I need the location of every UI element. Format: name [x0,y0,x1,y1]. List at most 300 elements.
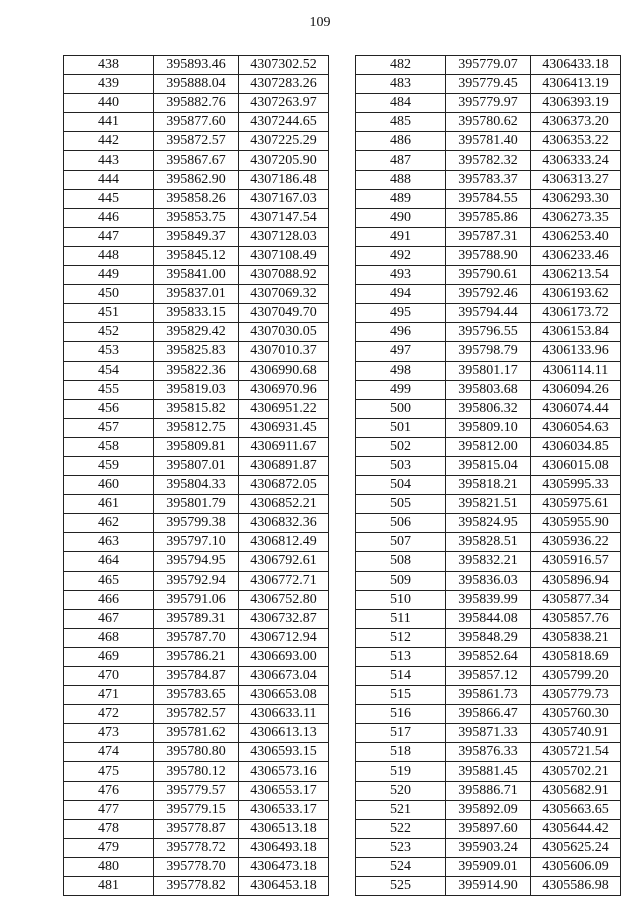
table-row [356,819,621,838]
table-row [64,285,329,304]
x-coordinate-cell: 395821.51 [446,495,531,514]
table-row [64,762,329,781]
x-coordinate-cell: 395825.83 [154,342,239,361]
x-coordinate-cell: 395780.62 [446,113,531,132]
table-row [64,361,329,380]
y-coordinate-cell: 4306493.18 [239,838,329,857]
table-row [64,208,329,227]
table-row [356,476,621,495]
table-row [64,170,329,189]
table-row [64,743,329,762]
y-coordinate-cell: 4305644.42 [531,819,621,838]
y-coordinate-cell: 4305936.22 [531,533,621,552]
x-coordinate-cell: 395785.86 [446,208,531,227]
y-coordinate-cell: 4307147.54 [239,208,329,227]
y-coordinate-cell: 4306653.08 [239,686,329,705]
point-number-cell: 465 [64,571,154,590]
point-number-cell: 507 [356,533,446,552]
table-row [64,304,329,323]
table-row [356,75,621,94]
x-coordinate-cell: 395779.07 [446,56,531,75]
point-number-cell: 448 [64,246,154,265]
table-row [356,132,621,151]
y-coordinate-cell: 4306573.16 [239,762,329,781]
table-row [64,266,329,285]
point-number-cell: 485 [356,113,446,132]
y-coordinate-cell: 4305740.91 [531,724,621,743]
table-row [356,533,621,552]
y-coordinate-cell: 4306373.20 [531,113,621,132]
x-coordinate-cell: 395801.79 [154,495,239,514]
x-coordinate-cell: 395824.95 [446,514,531,533]
table-row [64,227,329,246]
y-coordinate-cell: 4306173.72 [531,304,621,323]
table-row [356,724,621,743]
y-coordinate-cell: 4306034.85 [531,437,621,456]
point-number-cell: 481 [64,877,154,896]
point-number-cell: 501 [356,418,446,437]
point-number-cell: 498 [356,361,446,380]
y-coordinate-cell: 4307225.29 [239,132,329,151]
table-row [356,456,621,475]
x-coordinate-cell: 395815.82 [154,399,239,418]
point-number-cell: 525 [356,877,446,896]
point-number-cell: 499 [356,380,446,399]
y-coordinate-cell: 4307108.49 [239,246,329,265]
point-number-cell: 449 [64,266,154,285]
x-coordinate-cell: 395897.60 [446,819,531,838]
y-coordinate-cell: 4305760.30 [531,705,621,724]
y-coordinate-cell: 4306453.18 [239,877,329,896]
point-number-cell: 524 [356,857,446,876]
point-number-cell: 521 [356,800,446,819]
table-row [356,667,621,686]
table-row [356,399,621,418]
y-coordinate-cell: 4307205.90 [239,151,329,170]
point-number-cell: 458 [64,437,154,456]
table-row [64,571,329,590]
x-coordinate-cell: 395818.21 [446,476,531,495]
x-coordinate-cell: 395781.62 [154,724,239,743]
point-number-cell: 447 [64,227,154,246]
point-number-cell: 480 [64,857,154,876]
x-coordinate-cell: 395877.60 [154,113,239,132]
table-row [356,189,621,208]
x-coordinate-cell: 395779.45 [446,75,531,94]
point-number-cell: 515 [356,686,446,705]
table-row [64,437,329,456]
point-number-cell: 467 [64,609,154,628]
x-coordinate-cell: 395782.32 [446,151,531,170]
table-row [356,170,621,189]
x-coordinate-cell: 395799.38 [154,514,239,533]
x-coordinate-cell: 395783.37 [446,170,531,189]
point-number-cell: 478 [64,819,154,838]
table-row [64,800,329,819]
table-row [64,189,329,208]
point-number-cell: 444 [64,170,154,189]
y-coordinate-cell: 4307030.05 [239,323,329,342]
y-coordinate-cell: 4306593.15 [239,743,329,762]
y-coordinate-cell: 4307069.32 [239,285,329,304]
point-number-cell: 513 [356,647,446,666]
point-number-cell: 445 [64,189,154,208]
x-coordinate-cell: 395812.75 [154,418,239,437]
table-row [64,781,329,800]
x-coordinate-cell: 395828.51 [446,533,531,552]
point-number-cell: 486 [356,132,446,151]
x-coordinate-cell: 395822.36 [154,361,239,380]
x-coordinate-cell: 395867.67 [154,151,239,170]
table-row [64,705,329,724]
x-coordinate-cell: 395815.04 [446,456,531,475]
point-number-cell: 489 [356,189,446,208]
y-coordinate-cell: 4305955.90 [531,514,621,533]
x-coordinate-cell: 395871.33 [446,724,531,743]
point-number-cell: 510 [356,590,446,609]
y-coordinate-cell: 4306613.13 [239,724,329,743]
y-coordinate-cell: 4306673.04 [239,667,329,686]
table-row [356,857,621,876]
table-row [64,609,329,628]
x-coordinate-cell: 395861.73 [446,686,531,705]
x-coordinate-cell: 395786.21 [154,647,239,666]
x-coordinate-cell: 395779.57 [154,781,239,800]
point-number-cell: 476 [64,781,154,800]
point-number-cell: 442 [64,132,154,151]
point-number-cell: 469 [64,647,154,666]
y-coordinate-cell: 4305877.34 [531,590,621,609]
y-coordinate-cell: 4307302.52 [239,56,329,75]
table-row [356,590,621,609]
y-coordinate-cell: 4305916.57 [531,552,621,571]
point-number-cell: 482 [356,56,446,75]
table-row [356,609,621,628]
y-coordinate-cell: 4306990.68 [239,361,329,380]
x-coordinate-cell: 395866.47 [446,705,531,724]
x-coordinate-cell: 395836.03 [446,571,531,590]
y-coordinate-cell: 4305625.24 [531,838,621,857]
point-number-cell: 491 [356,227,446,246]
point-number-cell: 483 [356,75,446,94]
x-coordinate-cell: 395779.15 [154,800,239,819]
point-number-cell: 494 [356,285,446,304]
x-coordinate-cell: 395778.70 [154,857,239,876]
x-coordinate-cell: 395809.81 [154,437,239,456]
y-coordinate-cell: 4306852.21 [239,495,329,514]
x-coordinate-cell: 395778.72 [154,838,239,857]
x-coordinate-cell: 395796.55 [446,323,531,342]
y-coordinate-cell: 4305586.98 [531,877,621,896]
x-coordinate-cell: 395778.82 [154,877,239,896]
table-row [356,571,621,590]
table-row [64,151,329,170]
y-coordinate-cell: 4305799.20 [531,667,621,686]
x-coordinate-cell: 395858.26 [154,189,239,208]
y-coordinate-cell: 4306970.96 [239,380,329,399]
y-coordinate-cell: 4306752.80 [239,590,329,609]
x-coordinate-cell: 395914.90 [446,877,531,896]
table-row [64,75,329,94]
y-coordinate-cell: 4306133.96 [531,342,621,361]
point-number-cell: 487 [356,151,446,170]
table-row [356,56,621,75]
x-coordinate-cell: 395837.01 [154,285,239,304]
table-row [356,246,621,265]
point-number-cell: 502 [356,437,446,456]
table-row [64,724,329,743]
x-coordinate-cell: 395876.33 [446,743,531,762]
x-coordinate-cell: 395844.08 [446,609,531,628]
point-number-cell: 454 [64,361,154,380]
y-coordinate-cell: 4306533.17 [239,800,329,819]
x-coordinate-cell: 395791.06 [154,590,239,609]
table-row [356,380,621,399]
y-coordinate-cell: 4306693.00 [239,647,329,666]
table-row [356,94,621,113]
x-coordinate-cell: 395787.70 [154,628,239,647]
x-coordinate-cell: 395782.57 [154,705,239,724]
x-coordinate-cell: 395888.04 [154,75,239,94]
x-coordinate-cell: 395787.31 [446,227,531,246]
point-number-cell: 438 [64,56,154,75]
point-number-cell: 462 [64,514,154,533]
table-row [64,94,329,113]
table-row [64,838,329,857]
x-coordinate-cell: 395778.87 [154,819,239,838]
y-coordinate-cell: 4306812.49 [239,533,329,552]
x-coordinate-cell: 395832.21 [446,552,531,571]
table-row [356,552,621,571]
point-number-cell: 488 [356,170,446,189]
point-number-cell: 471 [64,686,154,705]
x-coordinate-cell: 395807.01 [154,456,239,475]
x-coordinate-cell: 395839.99 [446,590,531,609]
table-row [64,456,329,475]
y-coordinate-cell: 4306553.17 [239,781,329,800]
table-row [64,533,329,552]
point-number-cell: 451 [64,304,154,323]
point-number-cell: 495 [356,304,446,323]
y-coordinate-cell: 4307186.48 [239,170,329,189]
y-coordinate-cell: 4307088.92 [239,266,329,285]
point-number-cell: 440 [64,94,154,113]
y-coordinate-cell: 4305857.76 [531,609,621,628]
point-number-cell: 457 [64,418,154,437]
y-coordinate-cell: 4305975.61 [531,495,621,514]
point-number-cell: 523 [356,838,446,857]
y-coordinate-cell: 4306772.71 [239,571,329,590]
x-coordinate-cell: 395909.01 [446,857,531,876]
point-number-cell: 503 [356,456,446,475]
x-coordinate-cell: 395792.46 [446,285,531,304]
y-coordinate-cell: 4307167.03 [239,189,329,208]
table-row [64,56,329,75]
point-number-cell: 455 [64,380,154,399]
y-coordinate-cell: 4306273.35 [531,208,621,227]
x-coordinate-cell: 395809.10 [446,418,531,437]
y-coordinate-cell: 4305682.91 [531,781,621,800]
point-number-cell: 441 [64,113,154,132]
x-coordinate-cell: 395833.15 [154,304,239,323]
point-number-cell: 512 [356,628,446,647]
point-number-cell: 474 [64,743,154,762]
y-coordinate-cell: 4306293.30 [531,189,621,208]
table-row [356,285,621,304]
table-row [356,781,621,800]
table-row [64,323,329,342]
y-coordinate-cell: 4307128.03 [239,227,329,246]
point-number-cell: 466 [64,590,154,609]
table-row [356,877,621,896]
table-row [356,437,621,456]
point-number-cell: 518 [356,743,446,762]
y-coordinate-cell: 4306153.84 [531,323,621,342]
y-coordinate-cell: 4306233.46 [531,246,621,265]
point-number-cell: 475 [64,762,154,781]
x-coordinate-cell: 395857.12 [446,667,531,686]
table-row [356,418,621,437]
coordinates-table-left [63,55,329,896]
y-coordinate-cell: 4305779.73 [531,686,621,705]
y-coordinate-cell: 4306393.19 [531,94,621,113]
y-coordinate-cell: 4306891.87 [239,456,329,475]
x-coordinate-cell: 395886.71 [446,781,531,800]
point-number-cell: 514 [356,667,446,686]
y-coordinate-cell: 4307283.26 [239,75,329,94]
x-coordinate-cell: 395882.76 [154,94,239,113]
y-coordinate-cell: 4306633.11 [239,705,329,724]
point-number-cell: 446 [64,208,154,227]
table-row [64,380,329,399]
point-number-cell: 464 [64,552,154,571]
table-row [356,838,621,857]
x-coordinate-cell: 395794.95 [154,552,239,571]
x-coordinate-cell: 395797.10 [154,533,239,552]
x-coordinate-cell: 395804.33 [154,476,239,495]
y-coordinate-cell: 4306513.18 [239,819,329,838]
point-number-cell: 456 [64,399,154,418]
point-number-cell: 517 [356,724,446,743]
y-coordinate-cell: 4305896.94 [531,571,621,590]
table-row [64,418,329,437]
table-row [356,113,621,132]
x-coordinate-cell: 395892.09 [446,800,531,819]
point-number-cell: 453 [64,342,154,361]
y-coordinate-cell: 4306193.62 [531,285,621,304]
y-coordinate-cell: 4306074.44 [531,399,621,418]
point-number-cell: 479 [64,838,154,857]
y-coordinate-cell: 4306015.08 [531,456,621,475]
table-row [356,628,621,647]
y-coordinate-cell: 4306473.18 [239,857,329,876]
y-coordinate-cell: 4307049.70 [239,304,329,323]
table-row [356,342,621,361]
point-number-cell: 443 [64,151,154,170]
x-coordinate-cell: 395780.12 [154,762,239,781]
x-coordinate-cell: 395790.61 [446,266,531,285]
x-coordinate-cell: 395881.45 [446,762,531,781]
point-number-cell: 460 [64,476,154,495]
table-row [64,246,329,265]
x-coordinate-cell: 395779.97 [446,94,531,113]
table-row [356,647,621,666]
x-coordinate-cell: 395841.00 [154,266,239,285]
x-coordinate-cell: 395784.55 [446,189,531,208]
page-number: 109 [309,15,331,30]
x-coordinate-cell: 395794.44 [446,304,531,323]
y-coordinate-cell: 4307244.65 [239,113,329,132]
y-coordinate-cell: 4306413.19 [531,75,621,94]
table-row [64,514,329,533]
y-coordinate-cell: 4306832.36 [239,514,329,533]
y-coordinate-cell: 4306333.24 [531,151,621,170]
point-number-cell: 461 [64,495,154,514]
point-number-cell: 509 [356,571,446,590]
x-coordinate-cell: 395853.75 [154,208,239,227]
x-coordinate-cell: 395893.46 [154,56,239,75]
x-coordinate-cell: 395803.68 [446,380,531,399]
table-row [356,686,621,705]
x-coordinate-cell: 395792.94 [154,571,239,590]
y-coordinate-cell: 4307010.37 [239,342,329,361]
x-coordinate-cell: 395849.37 [154,227,239,246]
table-row [356,361,621,380]
table-row [356,743,621,762]
point-number-cell: 490 [356,208,446,227]
point-number-cell: 519 [356,762,446,781]
table-row [356,800,621,819]
table-row [356,266,621,285]
table-row [64,399,329,418]
y-coordinate-cell: 4305663.65 [531,800,621,819]
point-number-cell: 505 [356,495,446,514]
y-coordinate-cell: 4306353.22 [531,132,621,151]
table-row [64,647,329,666]
table-row [64,476,329,495]
x-coordinate-cell: 395783.65 [154,686,239,705]
table-row [64,877,329,896]
point-number-cell: 492 [356,246,446,265]
table-row [64,590,329,609]
table-row [356,705,621,724]
table-row [64,132,329,151]
y-coordinate-cell: 4305995.33 [531,476,621,495]
y-coordinate-cell: 4305606.09 [531,857,621,876]
table-row [356,151,621,170]
point-number-cell: 500 [356,399,446,418]
point-number-cell: 520 [356,781,446,800]
coordinates-table-right [355,55,621,896]
table-row [356,762,621,781]
point-number-cell: 493 [356,266,446,285]
x-coordinate-cell: 395801.17 [446,361,531,380]
point-number-cell: 477 [64,800,154,819]
y-coordinate-cell: 4305818.69 [531,647,621,666]
point-number-cell: 496 [356,323,446,342]
y-coordinate-cell: 4306313.27 [531,170,621,189]
x-coordinate-cell: 395789.31 [154,609,239,628]
table-row [64,686,329,705]
x-coordinate-cell: 395872.57 [154,132,239,151]
x-coordinate-cell: 395819.03 [154,380,239,399]
y-coordinate-cell: 4307263.97 [239,94,329,113]
table-row [64,342,329,361]
y-coordinate-cell: 4305702.21 [531,762,621,781]
table-row [356,514,621,533]
x-coordinate-cell: 395903.24 [446,838,531,857]
table-row [64,628,329,647]
